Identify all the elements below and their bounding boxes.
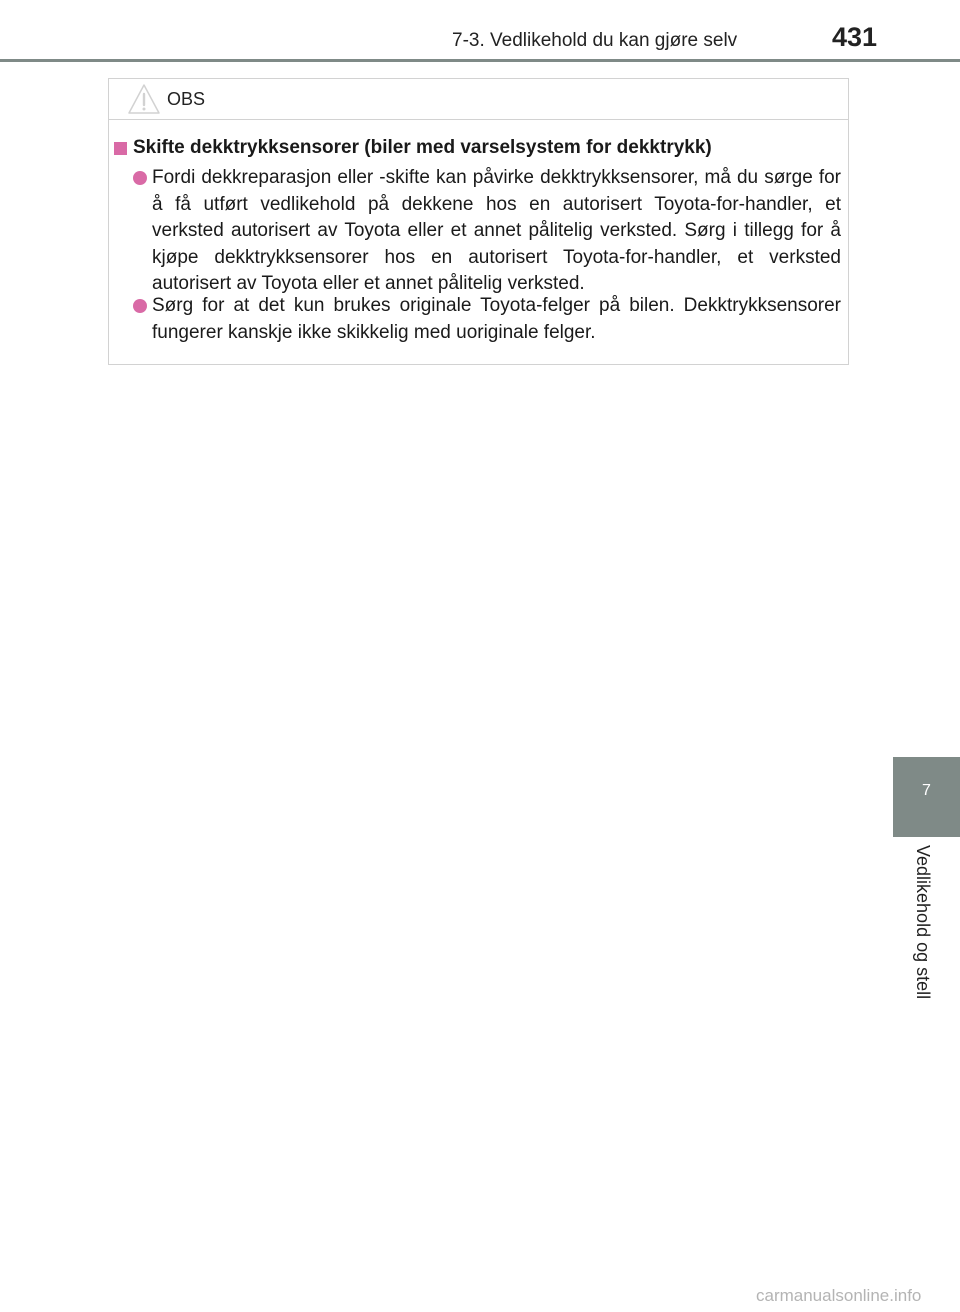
page-header	[0, 0, 960, 60]
page-number: 431	[832, 22, 878, 52]
bullet-dot-icon	[133, 171, 147, 185]
bullet-dot-icon	[133, 299, 147, 313]
list-item-text: Fordi dekkreparasjon eller -skifte kan påvirke dekktrykksensorer, må du sørge for å få utført vedlikehold på dekkene hos en autorisert Toyota-for-handler, et verksted autorisert av Toyota eller et annet pålitelig verksted. Sørg i tillegg for å kjøpe dekktrykksensorer hos en autorisert Toyota-for-handler, et verksted autorisert av Toyota eller et annet pålitelig verksted.	[152, 167, 841, 295]
chapter-tab	[893, 757, 960, 837]
list-item-text: Sørg for at det kun brukes originale Toyota-felger på bilen. Dekktrykksensorer fungerer kanskje ikke skikkelig med uoriginale felger.	[152, 295, 841, 343]
caution-heading-text: Skifte dekktrykksensorer (biler med varselsystem for dekktrykk)	[133, 137, 712, 158]
header-rule	[0, 59, 960, 62]
chapter-title-text: Vedlikehold og stell	[913, 845, 933, 1000]
chapter-number: 7	[922, 782, 931, 799]
caution-heading	[114, 137, 834, 161]
section-title: 7-3. Vedlikehold du kan gjøre selv	[452, 30, 738, 51]
caution-label: OBS	[167, 89, 206, 109]
warning-triangle-icon	[127, 83, 161, 115]
square-bullet-icon	[114, 142, 127, 155]
caution-header	[109, 79, 848, 120]
chapter-title	[912, 845, 936, 1025]
watermark: carmanualsonline.info	[756, 1286, 922, 1305]
list-item	[133, 165, 841, 298]
list-item	[133, 293, 841, 346]
caution-box	[108, 78, 849, 365]
